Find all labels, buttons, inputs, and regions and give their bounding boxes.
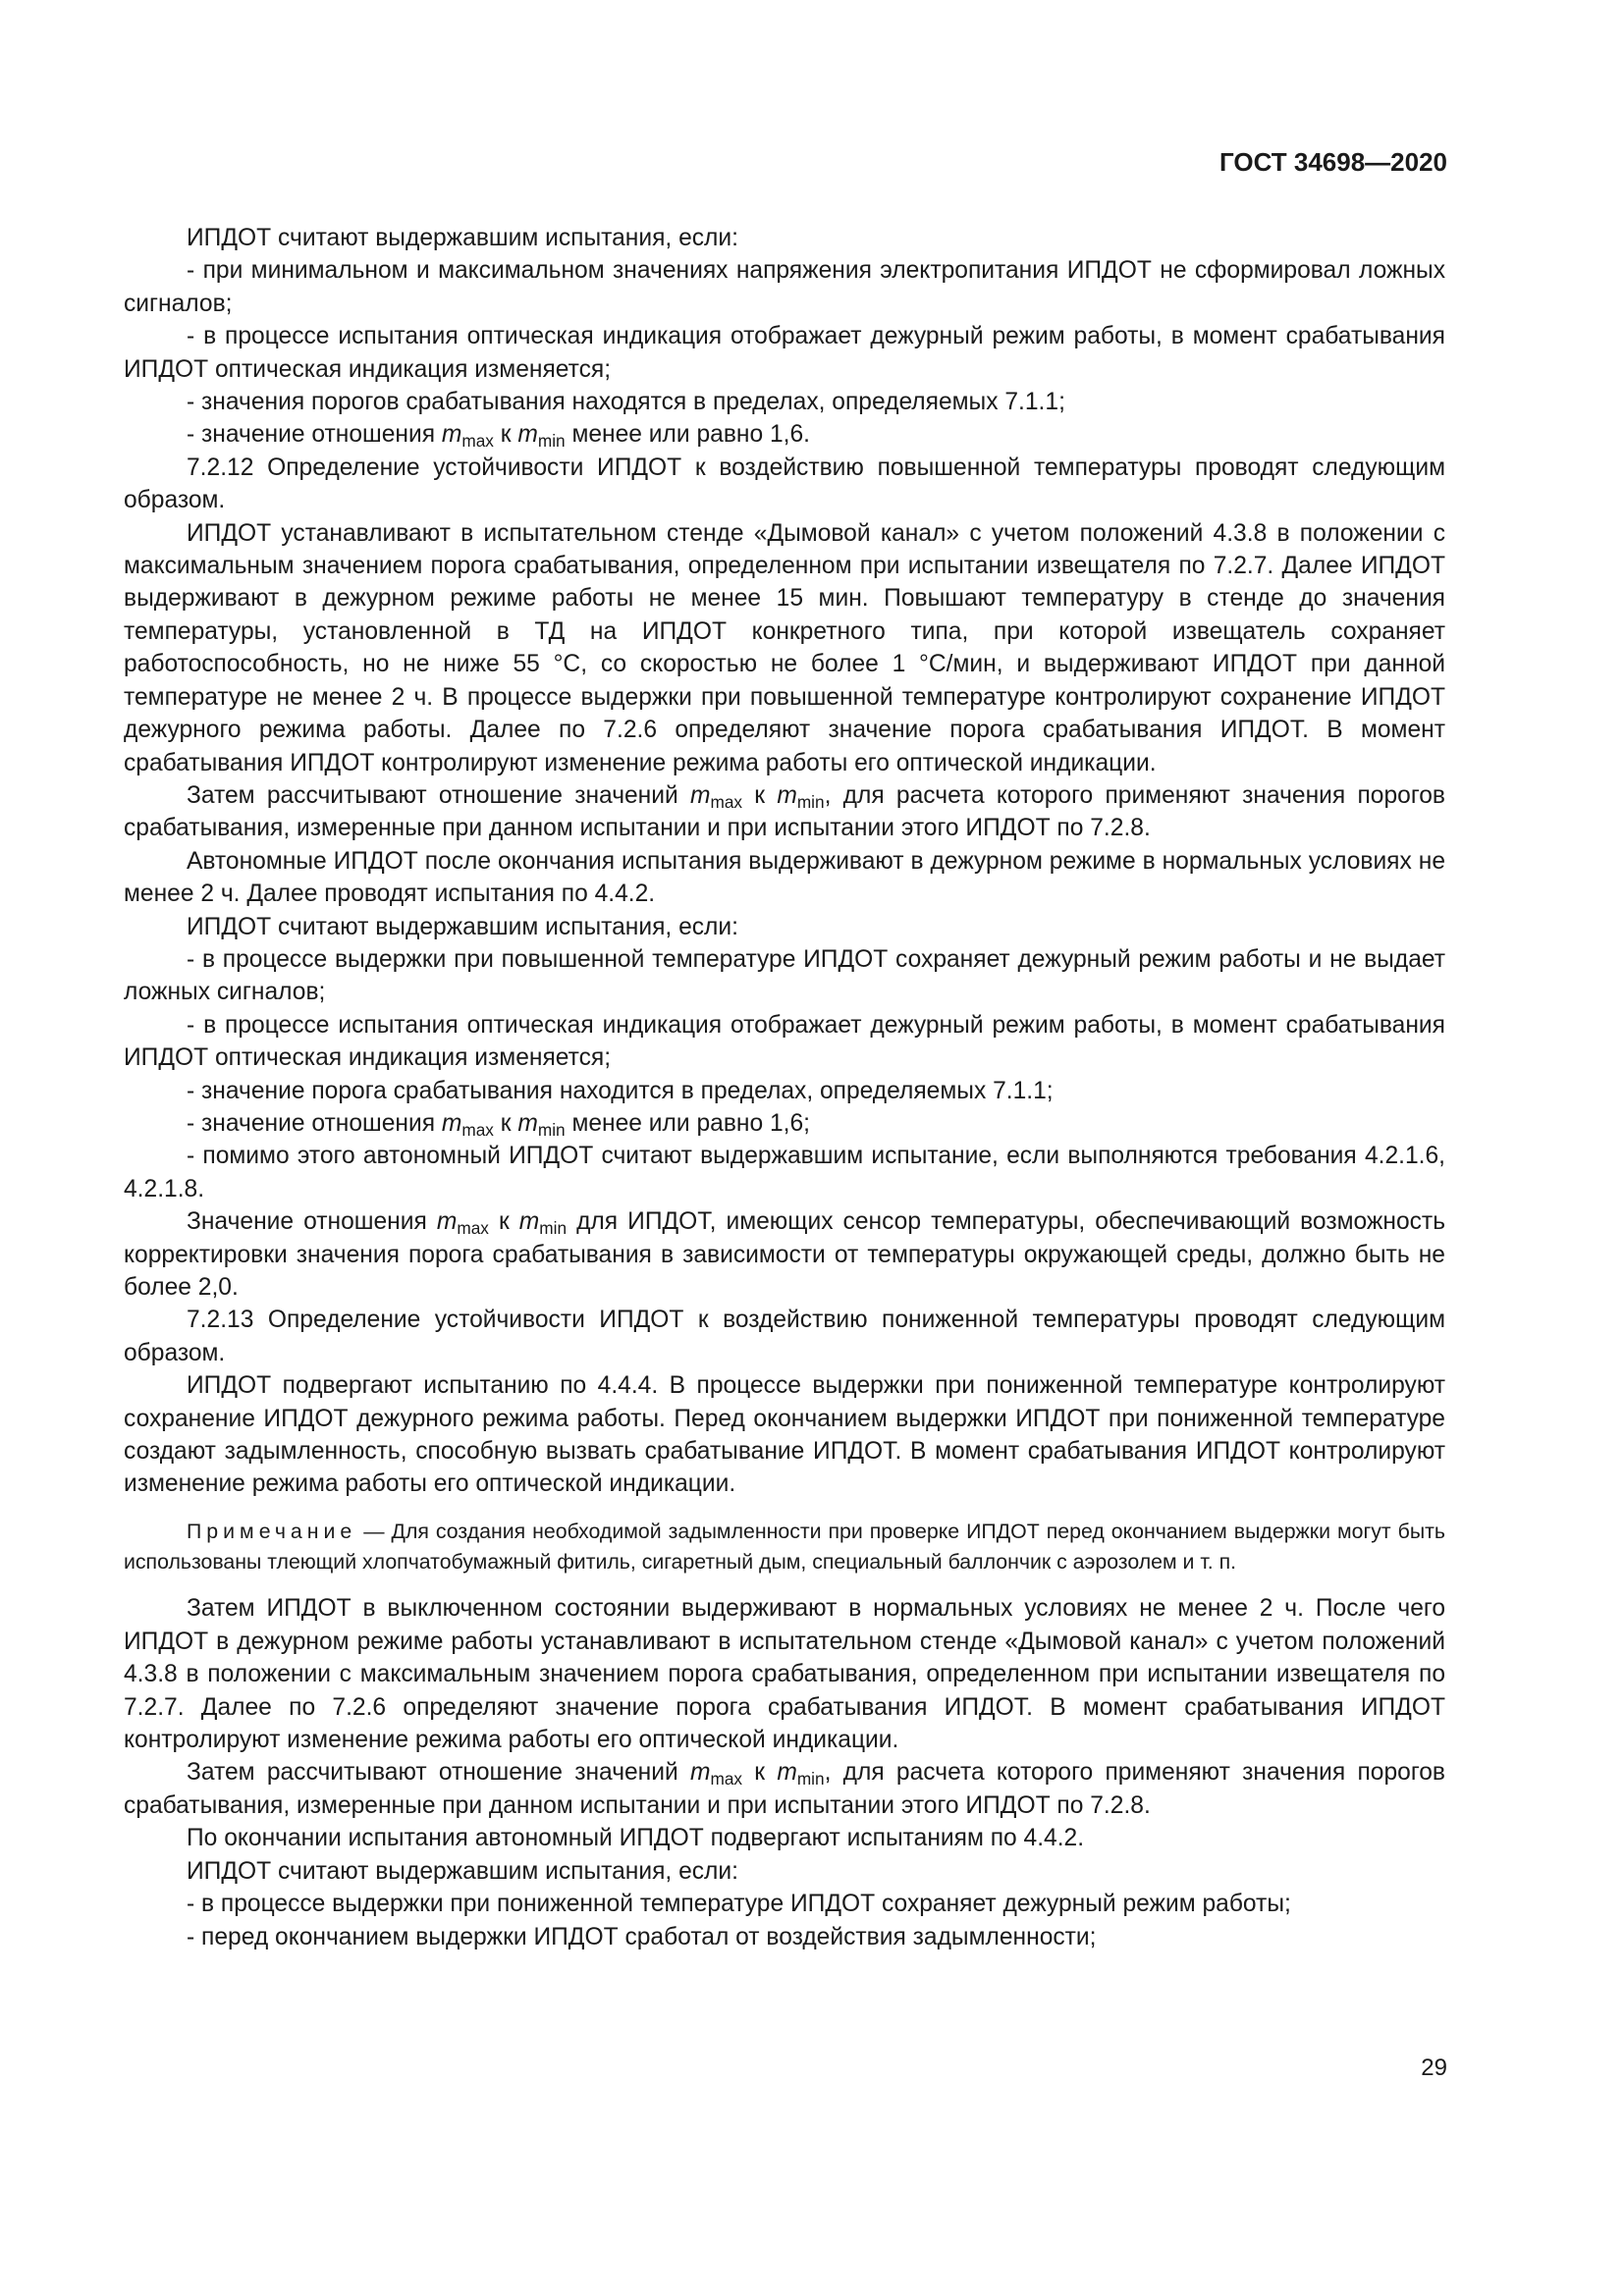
paragraph: Автономные ИПДОТ после окончания испытания выдерживают в дежурном режиме в нормальных условиях не менее 2 ч. Далее проводят испытания по 4.4.2. [124, 847, 1445, 908]
list-item: - в процессе испытания оптическая индикация отображает дежурный режим работы, в момент срабатывания ИПДОТ оптическая индикация изменяется; [124, 323, 1445, 383]
paragraph: ИПДОТ считают выдержавшим испытания, если: [187, 1857, 738, 1885]
section-7-2-13-heading: 7.2.13 Определение устойчивости ИПДОТ к воздействию пониженной температуры проводят следующим образом. [124, 1307, 1445, 1366]
note-label: Примечание [187, 1519, 357, 1543]
paragraph: ИПДОТ считают выдержавшим испытания, если: [187, 225, 738, 251]
page-number: 29 [1421, 2055, 1447, 2081]
document-code: ГОСТ 34698—2020 [1219, 147, 1447, 177]
paragraph: Значение отношения $m_{max}$ к $m_{min}$ для ИПДОТ, имеющих сенсор температуры, обеспечивающий возможность корректировки значения порога срабатывания в зависимости от температуры окружающей среды, должно быть не более 2,0. [124, 1208, 1446, 1301]
list-item: - перед окончанием выдержки ИПДОТ сработал от воздействия задымленности; [187, 1923, 1097, 1950]
list-item: - помимо этого автономный ИПДОТ считают выдержавшим испытание, если выполняются требования 4.2.1.6, 4.2.1.8. [124, 1143, 1445, 1202]
note [124, 1517, 1445, 1577]
list-item: - в процессе выдержки при повышенной температуре ИПДОТ сохраняет дежурный режим работы и не выдает ложных сигналов; [124, 945, 1445, 1006]
paragraph: По окончании испытания автономный ИПДОТ подвергают испытаниям по 4.4.2. [187, 1825, 1085, 1852]
list-item: - в процессе испытания оптическая индикация отображает дежурный режим работы, в момент срабатывания ИПДОТ оптическая индикация изменяется; [124, 1011, 1445, 1072]
list-item: - значение порога срабатывания находится в пределах, определяемых 7.1.1; [187, 1077, 1054, 1104]
list-item: - значение отношения $m_{max}$ к $m_{min}$ менее или равно 1,6. [187, 421, 810, 452]
section-7-2-12-heading: 7.2.12 Определение устойчивости ИПДОТ к воздействию повышенной температуры проводят следующим образом. [124, 454, 1445, 514]
note-text: — Для создания необходимой задымленности при проверке ИПДОТ перед окончанием выдержки могут быть использованы тлеющий хлопчатобумажный фитиль, сигаретный дым, специальный баллончик с аэрозолем и т. п. [124, 1519, 1445, 1574]
paragraph: ИПДОТ подвергают испытанию по 4.4.4. В процессе выдержки при пониженной температуре контролируют сохранение ИПДОТ дежурного режима работы. Перед окончанием выдержки ИПДОТ при пониженной температуре создают задымленность, способную вызвать срабатывание ИПДОТ. В момент срабатывания ИПДОТ контролируют изменение режима работы его оптической индикации. [124, 1372, 1445, 1498]
paragraph: Затем рассчитывают отношение значений $m_{max}$ к $m_{min}$, для расчета которого применяют значения порогов срабатывания, измеренные при данном испытании и при испытании этого ИПДОТ по 7.2.8. [124, 781, 1445, 842]
paragraph: Затем ИПДОТ в выключенном состоянии выдерживают в нормальных условиях не менее 2 ч. После чего ИПДОТ в дежурном режиме работы устанавливают в испытательном стенде «Дымовой канал» с учетом положений 4.3.8 в положении с максимальным значением порога срабатывания, определенном при испытании извещателя по 7.2.7. Далее по 7.2.6 определяют значение порога срабатывания ИПДОТ. В момент срабатывания ИПДОТ контролируют изменение режима работы его оптической индикации. [124, 1595, 1445, 1754]
list-item: - в процессе выдержки при пониженной температуре ИПДОТ сохраняет дежурный режим работы; [187, 1891, 1291, 1918]
paragraph: Затем рассчитывают отношение значений $m_{max}$ к $m_{min}$, для расчета которого применяют значения порогов срабатывания, измеренные при данном испытании и при испытании этого ИПДОТ по 7.2.8. [124, 1759, 1445, 1819]
list-item: - значения порогов срабатывания находятся в пределах, определяемых 7.1.1; [187, 389, 1065, 416]
paragraph: ИПДОТ устанавливают в испытательном стенде «Дымовой канал» с учетом положений 4.3.8 в положении с максимальным значением порога срабатывания, определенном при испытании извещателя по 7.2.7. Далее ИПДОТ выдерживают в дежурном режиме работы не менее 15 мин. Повышают температуру в стенде до значения температуры, установленной в ТД на ИПДОТ конкретного типа, при которой извещатель сохраняет работоспособность, но не ниже 55 °С, со скоростью не более 1 °С/мин, и выдерживают ИПДОТ при данной температуре не менее 2 ч. В процессе выдержки при повышенной температуре контролируют сохранение ИПДОТ дежурного режима работы. Далее по 7.2.6 определяют значение порога срабатывания ИПДОТ. В момент срабатывания ИПДОТ контролируют изменение режима работы его оптической индикации. [124, 519, 1445, 776]
document-body [124, 222, 1445, 1953]
list-item: - при минимальном и максимальном значениях напряжения электропитания ИПДОТ не сформировал ложных сигналов; [124, 257, 1445, 317]
list-item: - значение отношения $m_{max}$ к $m_{min}$ менее или равно 1,6; [187, 1109, 810, 1140]
paragraph: ИПДОТ считают выдержавшим испытания, если: [187, 913, 738, 940]
